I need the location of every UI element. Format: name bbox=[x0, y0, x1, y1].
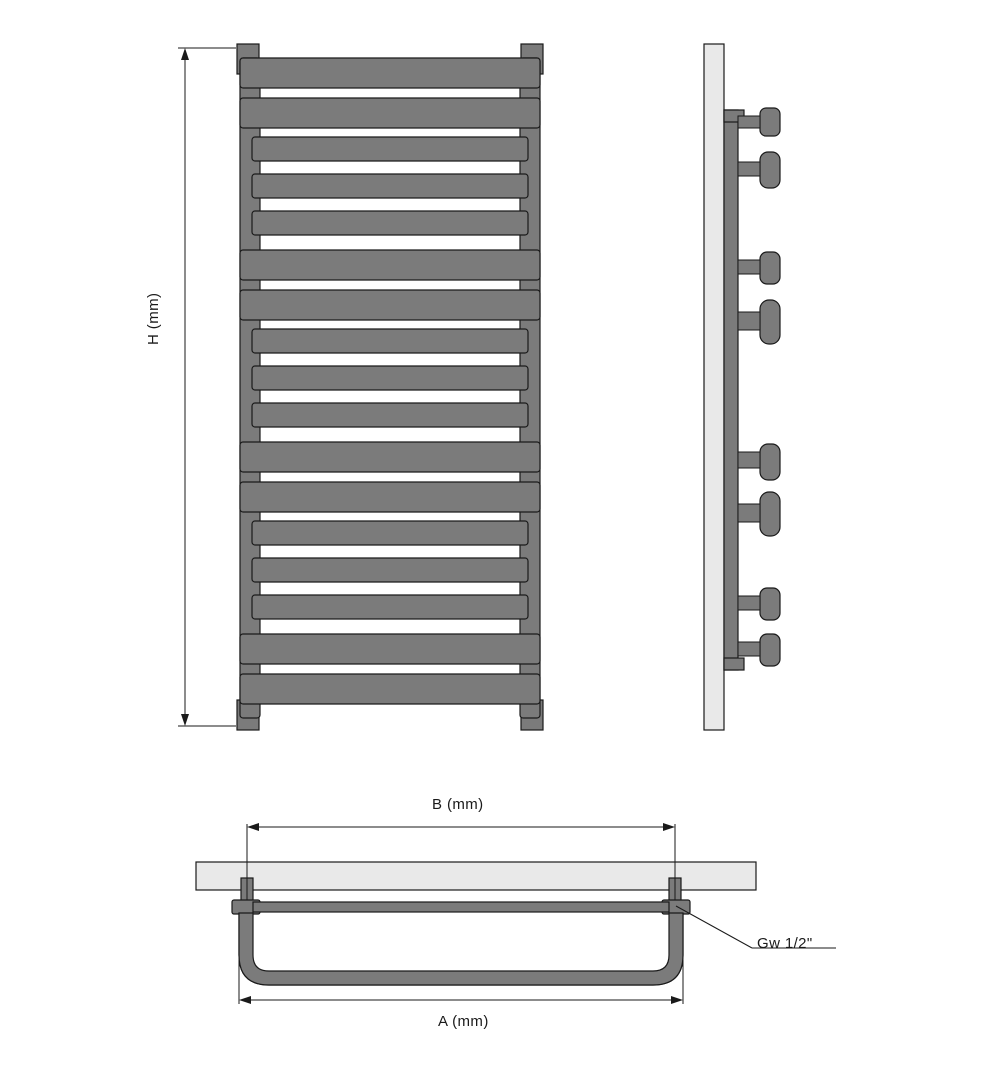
bar-narrow bbox=[252, 403, 528, 427]
stub-web bbox=[738, 642, 760, 656]
bar-narrow bbox=[252, 211, 528, 235]
stub-web bbox=[738, 596, 760, 610]
bar-narrow bbox=[252, 174, 528, 198]
front-elevation-view bbox=[237, 44, 543, 730]
bar-stub bbox=[760, 634, 780, 666]
bar-stub bbox=[760, 300, 780, 344]
stub-web bbox=[738, 312, 760, 330]
bar-narrow bbox=[252, 329, 528, 353]
bar-narrow bbox=[252, 366, 528, 390]
bar-wide bbox=[240, 634, 540, 664]
dimension-label-width-b: B (mm) bbox=[432, 796, 484, 813]
bar-stub bbox=[760, 152, 780, 188]
bar-wide bbox=[240, 290, 540, 320]
bar-wide bbox=[240, 482, 540, 512]
bar-narrow bbox=[252, 137, 528, 161]
bar-plan-body bbox=[239, 913, 683, 985]
bar-wide bbox=[240, 58, 540, 88]
stub-web bbox=[738, 452, 760, 468]
bar-narrow bbox=[252, 558, 528, 582]
top-plan-view bbox=[196, 862, 756, 985]
wall-section bbox=[704, 44, 724, 730]
bar-stub bbox=[760, 108, 780, 136]
dimension-label-width-a: A (mm) bbox=[438, 1013, 489, 1030]
bar-narrow bbox=[252, 521, 528, 545]
bar-stub bbox=[760, 492, 780, 536]
collector-profile bbox=[724, 110, 738, 670]
bar-stub bbox=[760, 588, 780, 620]
callout-label-thread: Gw 1/2" bbox=[757, 935, 813, 952]
stub-web bbox=[738, 260, 760, 274]
bar-stub bbox=[760, 444, 780, 480]
bar-wide bbox=[240, 674, 540, 704]
mount-plate-bottom bbox=[724, 658, 744, 670]
bar-wide bbox=[240, 98, 540, 128]
bar-narrow bbox=[252, 595, 528, 619]
side-elevation-view bbox=[704, 44, 780, 730]
stub-web bbox=[738, 116, 760, 128]
bar-stub bbox=[760, 252, 780, 284]
dimension-height bbox=[178, 48, 236, 726]
bar-plan-crossbar bbox=[253, 902, 669, 912]
leader-line bbox=[676, 906, 752, 948]
stub-web bbox=[738, 504, 760, 522]
bar-wide bbox=[240, 250, 540, 280]
bar-wide bbox=[240, 442, 540, 472]
stub-web bbox=[738, 162, 760, 176]
dimension-label-height: H (mm) bbox=[145, 292, 162, 345]
